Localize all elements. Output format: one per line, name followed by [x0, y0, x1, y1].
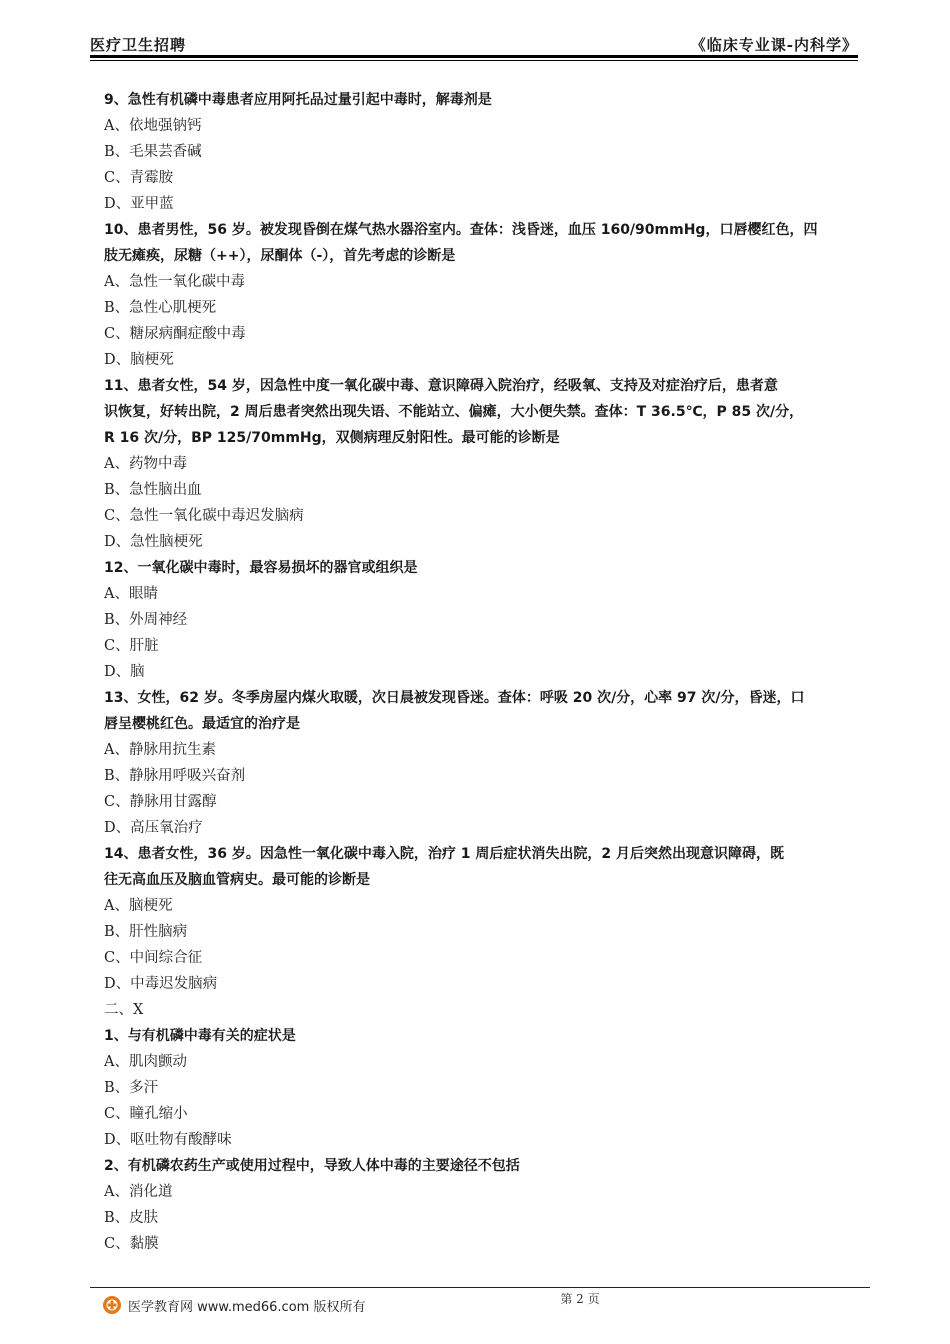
question-text-line: 9、急性有机磷中毒患者应用阿托品过量引起中毒时，解毒剂是 [104, 92, 492, 108]
option-line: A、急性一氧化碳中毒 [104, 274, 245, 290]
question-content [104, 87, 856, 1257]
question-text-line: 唇呈樱桃红色。最适宜的治疗是 [104, 716, 300, 732]
header-left-title: 医疗卫生招聘 [90, 36, 187, 54]
option-line: C、静脉用甘露醇 [104, 794, 217, 810]
question-text-line: 2、有机磷农药生产或使用过程中，导致人体中毒的主要途径不包括 [104, 1158, 520, 1174]
option-line: A、依地强钠钙 [104, 118, 202, 134]
option-line: B、肝性脑病 [104, 924, 188, 940]
page-header [90, 28, 858, 52]
option-line: D、急性脑梗死 [104, 534, 203, 550]
header-right-title: 《临床专业课-内科学》 [690, 36, 858, 54]
option-line: C、糖尿病酮症酸中毒 [104, 326, 246, 342]
option-line: C、中间综合征 [104, 950, 203, 966]
option-line: C、瞳孔缩小 [104, 1106, 188, 1122]
option-line: C、黏膜 [104, 1236, 159, 1252]
option-line: 二、X [104, 1002, 144, 1018]
question-text-line: 13、女性，62 岁。冬季房屋内煤火取暖，次日晨被发现昏迷。查体：呼吸 20 次/分，心率 97 次/分，昏迷，口 [104, 690, 805, 706]
option-line: A、眼睛 [104, 586, 158, 602]
option-line: D、呕吐物有酸酵味 [104, 1132, 232, 1148]
option-line: B、皮肤 [104, 1210, 159, 1226]
footer-copyright: 医学教育网 www.med66.com 版权所有 [128, 1300, 366, 1315]
option-line: D、中毒迟发脑病 [104, 976, 218, 992]
question-text-line: 识恢复，好转出院，2 周后患者突然出现失语、不能站立、偏瘫，大小便失禁。查体：T 36.5℃，P 85 次/分， [104, 404, 804, 420]
option-line: B、多汗 [104, 1080, 159, 1096]
question-text-line: 12、一氧化碳中毒时，最容易损坏的器官或组织是 [104, 560, 418, 576]
page-number: 第 2 页 [560, 1292, 600, 1306]
option-line: D、高压氧治疗 [104, 820, 203, 836]
question-text-line: 14、患者女性，36 岁。因急性一氧化碳中毒入院，治疗 1 周后症状消失出院，2 月后突然出现意识障碍，既 [104, 846, 784, 862]
option-line: A、药物中毒 [104, 456, 187, 472]
question-text-line: 10、患者男性，56 岁。被发现昏倒在煤气热水器浴室内。查体：浅昏迷，血压 160/90mmHg，口唇樱红色，四 [104, 222, 818, 238]
option-line: D、脑 [104, 664, 145, 680]
option-line: D、脑梗死 [104, 352, 174, 368]
option-line: A、肌肉颤动 [104, 1054, 187, 1070]
option-line: A、静脉用抗生素 [104, 742, 216, 758]
option-line: C、青霉胺 [104, 170, 174, 186]
option-line: C、急性一氧化碳中毒迟发脑病 [104, 508, 304, 524]
footer-rule [90, 1287, 870, 1288]
question-text-line: 肢无瘫痪，尿糖（++），尿酮体（-），首先考虑的诊断是 [104, 248, 456, 264]
option-line: B、急性脑出血 [104, 482, 202, 498]
option-line: A、脑梗死 [104, 898, 173, 914]
option-line: B、外周神经 [104, 612, 188, 628]
header-rule-thin [90, 60, 858, 61]
question-text-line: R 16 次/分，BP 125/70mmHg，双侧病理反射阳性。最可能的诊断是 [104, 430, 560, 446]
option-line: D、亚甲蓝 [104, 196, 174, 212]
question-text-line: 11、患者女性，54 岁，因急性中度一氧化碳中毒、意识障碍入院治疗，经吸氧、支持及对症治疗后，患者意 [104, 378, 778, 394]
med66-logo-icon [102, 1295, 122, 1315]
question-text-line: 往无高血压及脑血管病史。最可能的诊断是 [104, 872, 370, 888]
header-rule-thick [90, 55, 858, 58]
question-text-line: 1、与有机磷中毒有关的症状是 [104, 1028, 296, 1044]
option-line: B、静脉用呼吸兴奋剂 [104, 768, 246, 784]
option-line: A、消化道 [104, 1184, 173, 1200]
option-line: B、急性心肌梗死 [104, 300, 217, 316]
option-line: C、肝脏 [104, 638, 159, 654]
option-line: B、毛果芸香碱 [104, 144, 202, 160]
